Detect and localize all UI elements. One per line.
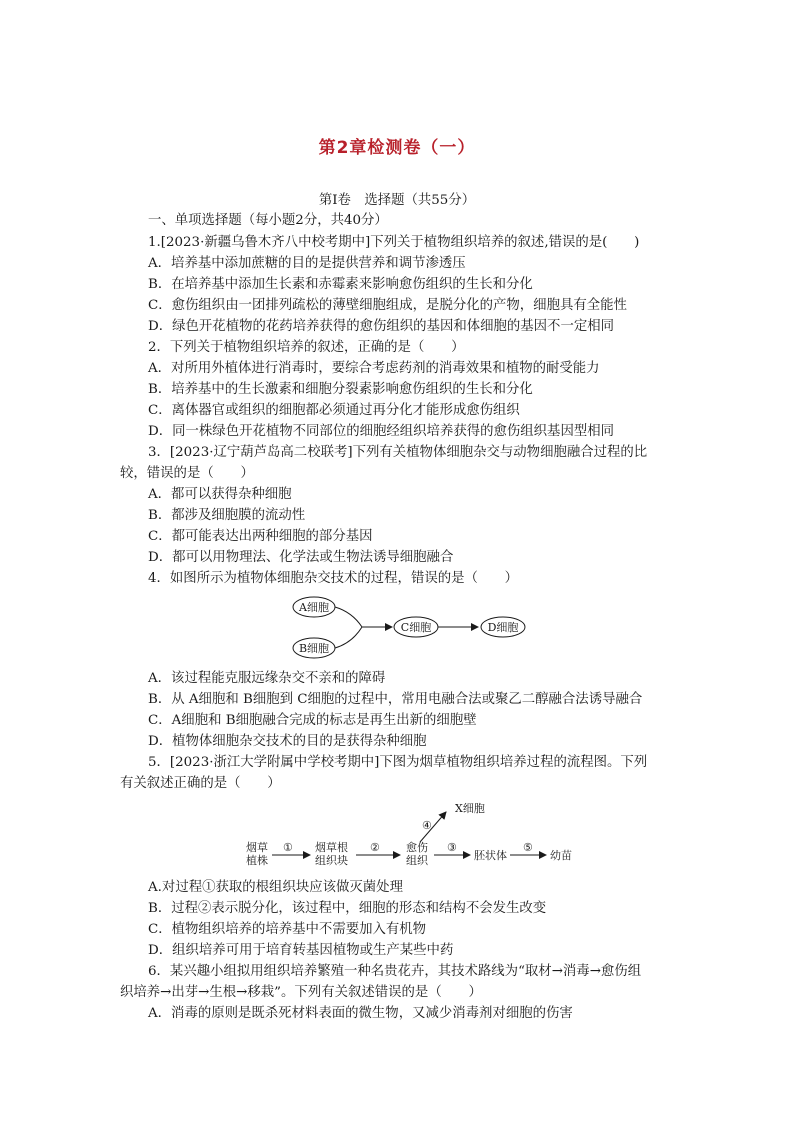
callus-label-2: 组织 xyxy=(406,854,428,867)
step-3-label: ③ xyxy=(447,841,457,854)
cell-d-label: D细胞 xyxy=(487,621,519,634)
question-3-option-b: B．都涉及细胞膜的流动性 xyxy=(148,508,306,523)
question-4-stem: 4．如图所示为植物体细胞杂交技术的过程，错误的是（ ） xyxy=(148,571,519,586)
tobacco-plant-label-1: 烟草 xyxy=(246,841,268,854)
question-5-option-a: A.对过程①获取的根组织块应该做灭菌处理 xyxy=(148,880,403,895)
step-1-label: ① xyxy=(283,841,293,854)
cell-c-label: C细胞 xyxy=(400,621,432,634)
question-3-stem-cont: 较，错误的是（ ） xyxy=(120,466,254,481)
root-tissue-label-1: 烟草根 xyxy=(315,841,348,854)
question-1-stem: 1.[2023·新疆乌鲁木齐八中校考期中]下列关于植物组织培养的叙述,错误的是( ) xyxy=(148,235,640,250)
question-4-option-a: A．该过程能克服远缘杂交不亲和的障碍 xyxy=(148,671,386,686)
section-heading: 第Ⅰ卷 选择题（共55分） xyxy=(318,193,476,208)
tissue-culture-flowchart xyxy=(240,798,580,870)
question-6-option-a: A．消毒的原则是既杀死材料表面的微生物，又减少消毒剂对细胞的伤害 xyxy=(148,1006,573,1021)
question-3-option-c: C．都可能表达出两种细胞的部分基因 xyxy=(148,529,373,544)
question-5-option-c: C．植物组织培养的培养基中不需要加入有机物 xyxy=(148,922,427,937)
question-1-option-a: A．培养基中添加蔗糖的目的是提供营养和调节渗透压 xyxy=(148,256,466,271)
step-4-label: ④ xyxy=(422,819,432,832)
embryoid-label: 胚状体 xyxy=(474,849,507,862)
page-title: 第2章检测卷（一） xyxy=(318,138,476,158)
question-2-option-b: B．培养基中的生长激素和细胞分裂素影响愈伤组织的生长和分化 xyxy=(148,382,533,397)
question-6-stem: 6．某兴趣小组拟用组织培养繁殖一种名贵花卉，其技术路线为“取材→消毒→愈伤组 xyxy=(148,964,642,979)
question-5-stem: 5．[2023·浙江大学附属中学校考期中]下图为烟草植物组织培养过程的流程图。下列 xyxy=(148,755,648,770)
question-2-option-d: D．同一株绿色开花植物不同部位的细胞经组织培养获得的愈伤组织基因型相同 xyxy=(148,424,615,439)
cell-fusion-diagram xyxy=(280,594,540,662)
question-2-option-a: A．对所用外植体进行消毒时，要综合考虑药剂的消毒效果和植物的耐受能力 xyxy=(148,361,600,376)
question-1-option-b: B．在培养基中添加生长素和赤霉素来影响愈伤组织的生长和分化 xyxy=(148,277,533,292)
question-3-stem: 3．[2023·辽宁葫芦岛高二校联考]下列有关植物体细胞杂交与动物细胞融合过程的比 xyxy=(148,445,648,460)
question-3-option-d: D．都可以用物理法、化学法或生物法诱导细胞融合 xyxy=(148,550,454,565)
root-tissue-label-2: 组织块 xyxy=(315,854,348,867)
tobacco-plant-label-2: 植株 xyxy=(246,854,268,867)
question-4-option-b: B．从 A细胞和 B细胞到 C细胞的过程中，常用电融合法或聚乙二醇融合法诱导融合 xyxy=(148,692,643,707)
x-cell-label: X细胞 xyxy=(455,802,485,815)
question-6-stem-cont: 织培养→出芽→生根→移栽”。下列有关叙述错误的是（ ） xyxy=(120,985,482,1000)
fusion-line-a xyxy=(335,607,362,627)
question-3-option-a: A．都可以获得杂种细胞 xyxy=(148,487,292,502)
question-5-stem-cont: 有关叙述正确的是（ ） xyxy=(120,776,281,791)
question-5-option-d: D．组织培养可用于培育转基因植物或生产某些中药 xyxy=(148,943,454,958)
question-5-option-b: B．过程②表示脱分化，该过程中，细胞的形态和结构不会发生改变 xyxy=(148,901,547,916)
question-1-option-d: D．绿色开花植物的花药培养获得的愈伤组织的基因和体细胞的基因不一定相同 xyxy=(148,319,615,334)
question-1-option-c: C．愈伤组织由一团排列疏松的薄壁细胞组成，是脱分化的产物，细胞具有全能性 xyxy=(148,298,627,313)
seedling-label: 幼苗 xyxy=(550,849,572,862)
question-4-option-c: C．A细胞和 B细胞融合完成的标志是再生出新的细胞壁 xyxy=(148,713,477,728)
step-2-label: ② xyxy=(370,841,380,854)
callus-label-1: 愈伤 xyxy=(406,841,428,854)
question-2-stem: 2．下列关于植物组织培养的叙述，正确的是（ ） xyxy=(148,340,465,355)
part-heading: 一、单项选择题（每小题2分，共40分） xyxy=(148,213,388,228)
fusion-line-b xyxy=(335,627,362,648)
cell-b-label: B细胞 xyxy=(298,642,330,655)
cell-a-label: A细胞 xyxy=(299,601,329,614)
step-5-label: ⑤ xyxy=(523,841,533,854)
question-4-option-d: D．植物体细胞杂交技术的目的是获得杂种细胞 xyxy=(148,734,427,749)
question-2-option-c: C．离体器官或组织的细胞都必须通过再分化才能形成愈伤组织 xyxy=(148,403,520,418)
